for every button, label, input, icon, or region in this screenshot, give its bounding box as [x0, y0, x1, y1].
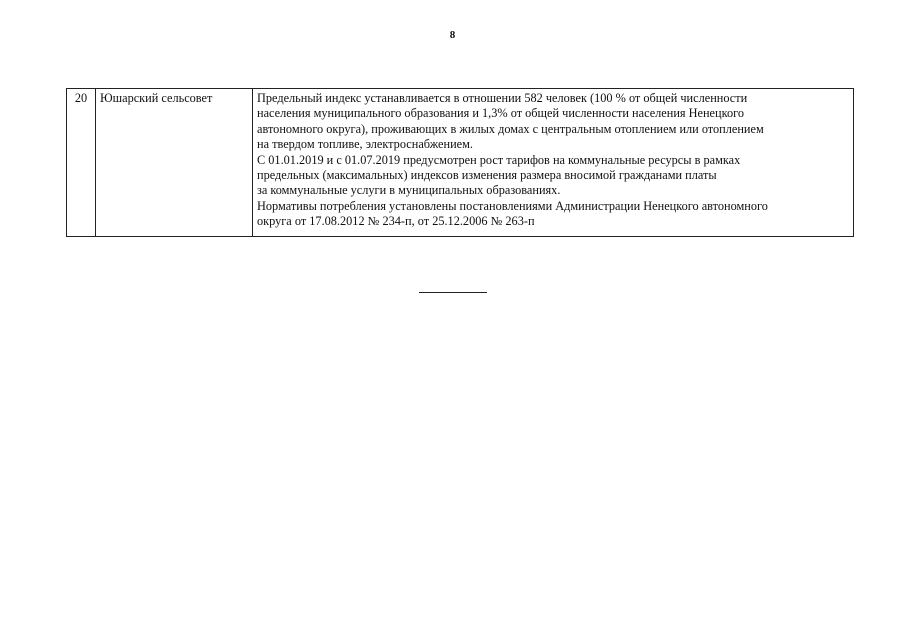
end-of-document-rule	[419, 292, 487, 293]
description-line: автономного округа), проживающих в жилых домах с центральным отоплением или отоплением	[257, 121, 764, 136]
municipality-name-cell: Юшарский сельсовет	[96, 89, 253, 237]
description-line: С 01.01.2019 и с 01.07.2019 предусмотрен рост тарифов на коммунальные ресурсы в рамках	[257, 152, 741, 167]
description-line: предельных (максимальных) индексов изменения размера вносимой гражданами платы	[257, 168, 717, 183]
description-line: Нормативы потребления установлены постановлениями Администрации Ненецкого автономного	[257, 198, 768, 213]
description-cell	[253, 89, 854, 237]
description-line: за коммунальные услуги в муниципальных образованиях.	[257, 183, 561, 198]
description-line: на твердом топливе, электроснабжением.	[257, 137, 473, 152]
description-line: округа от 17.08.2012 № 234-п, от 25.12.2006 № 263-п	[257, 214, 535, 229]
table-row	[67, 89, 854, 237]
description-line: Предельный индекс устанавливается в отношении 582 человек (100 % от общей численности	[257, 91, 748, 105]
row-number-cell: 20	[67, 89, 96, 237]
description-line: населения муниципального образования и 1,3% от общей численности населения Ненецкого	[257, 106, 744, 121]
page-number: 8	[449, 29, 456, 41]
tariff-table	[66, 88, 854, 237]
